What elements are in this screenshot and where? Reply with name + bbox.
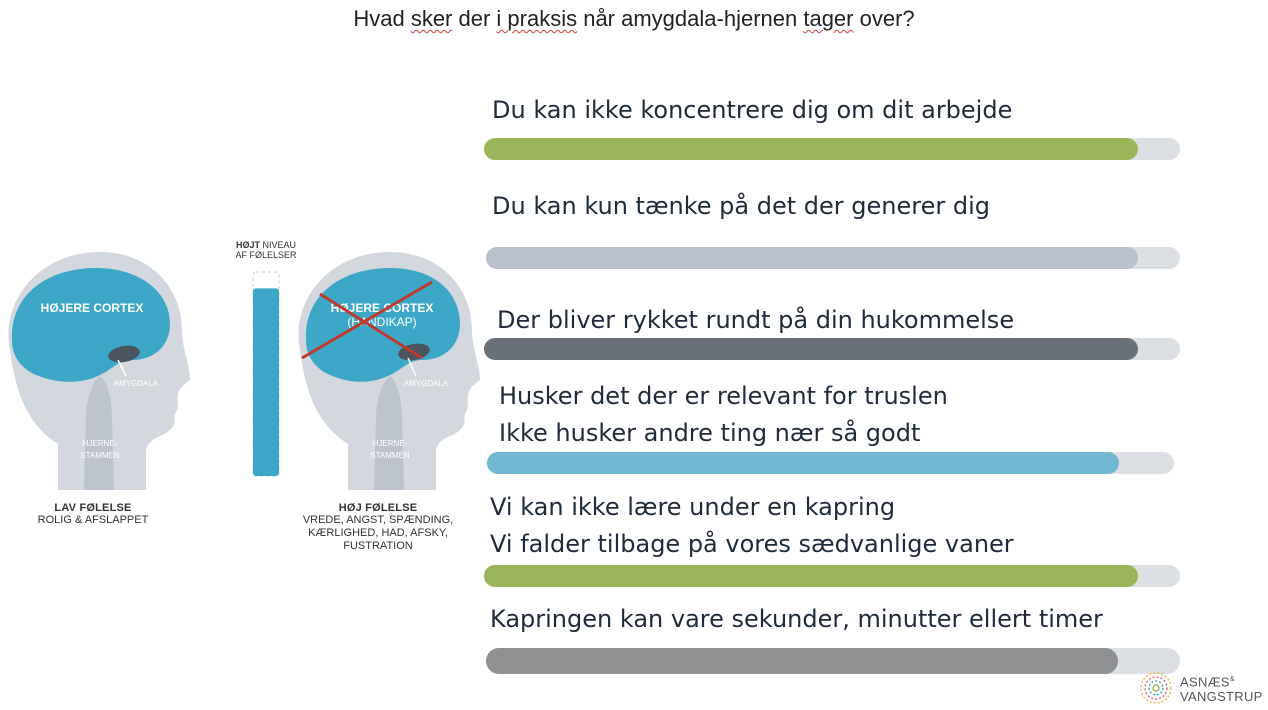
statement-3-text: Der bliver rykket rundt på din hukommelse xyxy=(497,306,1015,334)
statement-4-text-1: Husker det der er relevant for truslen xyxy=(499,382,948,410)
meter-label: HØJT NIVEAU AF FØLELSER xyxy=(235,240,297,260)
left-cortex-label: HØJERE CORTEX xyxy=(40,301,144,315)
statement-6-bar-fill xyxy=(486,648,1118,674)
statement-3 xyxy=(484,302,1184,339)
statement-2-bar xyxy=(486,247,1180,269)
right-amygdala-label: AMYGDALA xyxy=(403,379,449,388)
statement-4-bar-fill xyxy=(487,452,1119,474)
company-logo xyxy=(1138,670,1268,706)
statement-5 xyxy=(484,489,1184,563)
statement-4 xyxy=(484,378,1184,452)
statement-5-text-2: Vi falder tilbage på vores sædvanlige vaner xyxy=(490,530,1014,558)
left-stem-label-1: HJERNE- xyxy=(82,439,118,448)
statement-6-text: Kapringen kan vare sekunder, minutter ellert timer xyxy=(490,605,1103,633)
left-head xyxy=(8,252,190,490)
slide-title: Hvad sker der i praksis når amygdala-hjernen tager over? xyxy=(353,6,915,31)
right-stem-label-1: HJERNE- xyxy=(372,439,408,448)
left-stem-label-2: STAMMEN xyxy=(80,451,120,460)
statement-1-bar xyxy=(484,138,1180,160)
meter-fill xyxy=(253,288,279,476)
right-handicap-label: (HANDIKAP) xyxy=(347,315,417,329)
right-stem-label-2: STAMMEN xyxy=(370,451,410,460)
statement-6-bar xyxy=(486,648,1180,674)
statement-1-bar-fill xyxy=(484,138,1138,160)
statement-5-text-1: Vi kan ikke lære under en kapring xyxy=(490,493,896,521)
statement-4-bar xyxy=(487,452,1174,474)
statement-5-bar xyxy=(484,565,1180,587)
statement-2-text: Du kan kun tænke på det der generer dig xyxy=(492,192,990,220)
brain-illustration xyxy=(0,230,480,570)
statement-1-text: Du kan ikke koncentrere dig om dit arbejde xyxy=(492,96,1013,124)
logo-mark-icon xyxy=(1138,670,1178,706)
statement-2 xyxy=(484,188,1184,225)
statement-6 xyxy=(484,601,1184,638)
right-head xyxy=(298,252,480,490)
statement-5-bar-fill xyxy=(484,565,1138,587)
head-diagrams xyxy=(0,230,480,490)
statement-1 xyxy=(484,92,1184,129)
right-caption: HØJ FØLELSE VREDE, ANGST, SPÆNDING, KÆRLIGHED, HAD, AFSKY, FUSTRATION xyxy=(302,502,454,552)
statement-4-text-2: Ikke husker andre ting nær så godt xyxy=(499,419,921,447)
left-caption: LAV FØLELSE ROLIG & AFSLAPPET xyxy=(37,502,149,526)
left-amygdala-label: AMYGDALA xyxy=(113,379,159,388)
statement-3-bar-fill xyxy=(484,338,1138,360)
statement-2-bar-fill xyxy=(486,247,1138,269)
logo-text: ASNÆS& VANGSTRUP xyxy=(1180,674,1263,705)
emotion-meter xyxy=(253,272,279,476)
statement-3-bar xyxy=(484,338,1180,360)
right-cortex-label: HØJERE CORTEX xyxy=(330,301,434,315)
